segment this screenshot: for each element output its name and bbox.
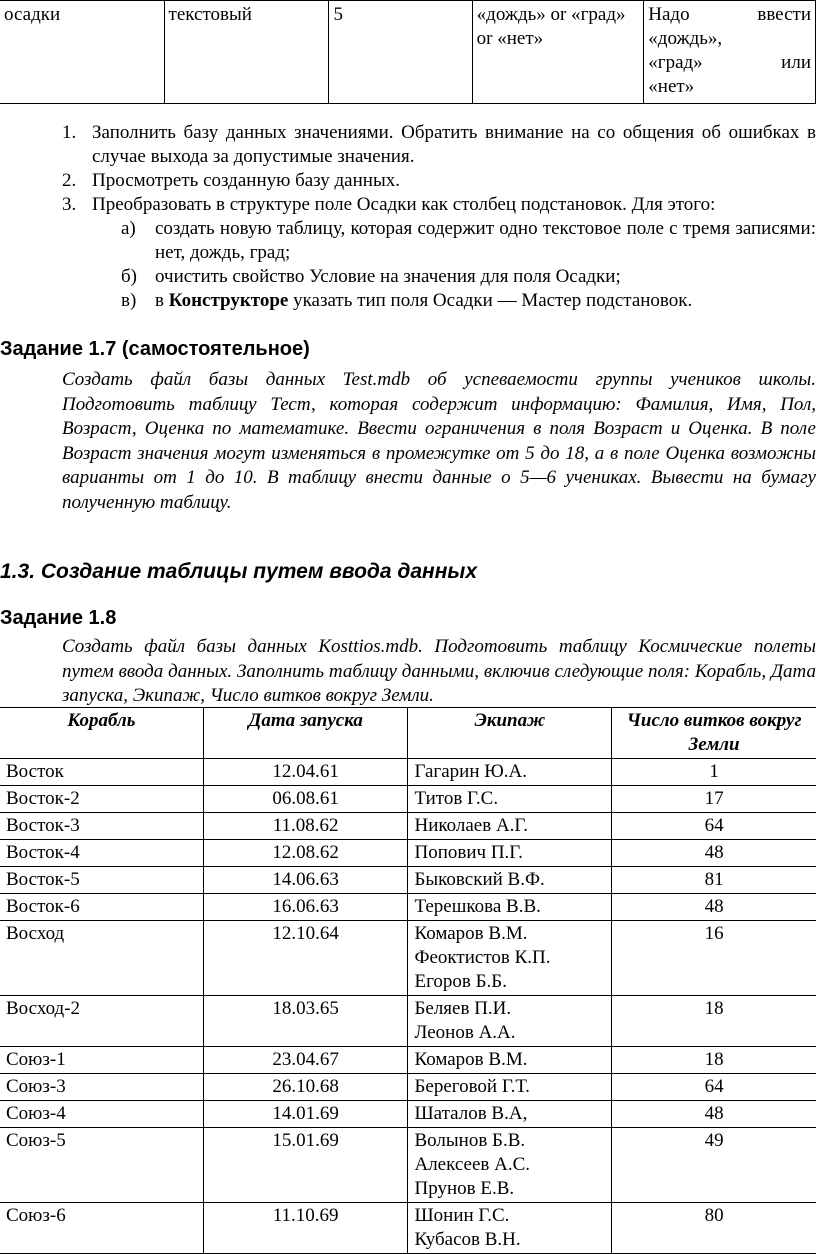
ship-cell: Восток-4 [0,840,203,867]
sub-list-item [0,265,816,289]
orbits-cell: 17 [612,786,816,813]
message-line: Надо ввести [648,4,811,25]
ship-cell: Восток-6 [0,894,203,921]
launch-date-cell: 26.10.68 [203,1074,408,1101]
crew-cell [408,759,612,786]
section-title: 1.3. Создание таблицы путем ввода данных [0,560,478,583]
sub-list-item [0,217,816,265]
launch-date-cell: 06.08.61 [203,786,408,813]
orbits-cell: 1 [612,759,816,786]
crew-member: Николаев А.Г. [414,815,529,836]
orbits-cell: 18 [612,996,816,1047]
crew-cell [408,867,612,894]
table-row [0,1128,816,1203]
table-row [0,1047,816,1074]
sub-label: а) [121,218,136,239]
field-size-cell: 5 [329,1,472,104]
launch-date-cell: 12.10.64 [203,921,408,996]
space-flights-table [0,707,816,1254]
crew-cell [408,840,612,867]
table-row [0,786,816,813]
task-18-title: Задание 1.8 [0,607,117,629]
message-line: «нет» [648,76,695,97]
orbits-cell: 18 [612,1047,816,1074]
field-properties-table [0,0,816,104]
launch-date-cell: 18.03.65 [203,996,408,1047]
crew-member: Кубасов В.Н. [414,1229,521,1250]
table-row [0,867,816,894]
crew-cell [408,1074,612,1101]
crew-member: Гагарин Ю.А. [414,761,527,782]
orbits-cell: 48 [612,840,816,867]
orbits-cell: 64 [612,813,816,840]
launch-date-cell: 12.08.62 [203,840,408,867]
sub-text-pre: в [155,290,169,311]
ship-cell: Союз-5 [0,1128,203,1203]
ship-cell: Восток-2 [0,786,203,813]
task-17-title: Задание 1.7 (самостоятельное) [0,338,310,360]
launch-date-cell: 12.04.61 [203,759,408,786]
crew-member: Беляев П.И. [414,998,512,1019]
launch-date-cell: 11.08.62 [203,813,408,840]
crew-member: Комаров В.М. [414,1049,528,1070]
header-crew: Экипаж [408,708,612,759]
orbits-cell: 64 [612,1074,816,1101]
list-item [0,121,816,169]
crew-member: Шонин Г.С. [414,1205,510,1226]
sub-list-item [0,289,816,313]
crew-cell [408,921,612,996]
list-text: Заполнить базу данных значениями. Обратить внимание на со общения об ошибках в случае выхода за допустимые значения. [92,122,816,167]
crew-member: Береговой Г.Т. [414,1076,530,1097]
launch-date-cell: 23.04.67 [203,1047,408,1074]
ship-cell: Восход-2 [0,996,203,1047]
crew-cell [408,1203,612,1254]
launch-date-cell: 14.01.69 [203,1101,408,1128]
crew-member: Попович П.Г. [414,842,523,863]
sub-text: создать новую таблицу, которая содержит одно текстовое поле с тремя записями: нет, дождь, град; [155,218,816,263]
crew-member: Комаров В.М. [414,923,528,944]
task-17-text: Создать файл базы данных Test.mdb об успеваемости группы учеников школы. Подготовить таблицу Тест, которая содержит информацию: Фамилия, Имя, Пол, Возраст, Оценка по математике. Ввести ограничения в поля Возраст и Оценка. В поле Возраст значения могут изменяться в промежутке от 5 до 18, а в поле Оценка возможны варианты от 1 до 10. В таблицу внести данные о 5—6 учениках. Вывести на бумагу полученную таблицу. [62,369,816,513]
sub-text-bold: Конструкторе [168,290,289,311]
ship-cell: Союз-1 [0,1047,203,1074]
field-condition-cell: «дождь» or «град» or «нет» [472,1,644,104]
message-line: «град» или [648,52,811,73]
launch-date-cell: 15.01.69 [203,1128,408,1203]
ship-cell: Союз-3 [0,1074,203,1101]
table-body [0,759,816,1254]
sub-label: в) [121,290,137,311]
table-row [0,1203,816,1254]
list-text: Просмотреть созданную базу данных. [92,170,400,191]
crew-cell [408,786,612,813]
message-line: «дождь», [648,28,723,49]
ship-cell: Союз-4 [0,1101,203,1128]
table-row [0,894,816,921]
header-ship: Корабль [0,708,203,759]
crew-cell [408,813,612,840]
orbits-cell: 49 [612,1128,816,1203]
crew-member: Шаталов В.А, [414,1103,528,1124]
crew-member: Прунов Е.В. [414,1178,515,1199]
table-row [0,1,816,104]
field-message-cell [644,1,816,104]
crew-cell [408,1128,612,1203]
launch-date-cell: 16.06.63 [203,894,408,921]
header-launch-date: Дата запуска [203,708,408,759]
sub-label: б) [121,266,137,287]
crew-cell [408,1101,612,1128]
list-number: 2. [62,170,77,191]
orbits-cell: 16 [612,921,816,996]
crew-member: Егоров Б.Б. [414,971,507,992]
list-number: 1. [62,122,77,143]
list-text: Преобразовать в структуре поле Осадки как столбец подстановок. Для этого: [92,194,716,215]
list-number: 3. [62,194,77,215]
field-name-cell: осадки [0,1,164,104]
sub-text: очистить свойство Условие на значения для поля Осадки; [155,266,621,287]
crew-member: Алексеев А.С. [414,1154,531,1175]
ship-cell: Союз-6 [0,1203,203,1254]
orbits-cell: 81 [612,867,816,894]
table-row [0,759,816,786]
table-row [0,921,816,996]
steps-list [0,121,816,313]
orbits-cell: 48 [612,1101,816,1128]
launch-date-cell: 11.10.69 [203,1203,408,1254]
table-row [0,813,816,840]
field-type-cell: текстовый [164,1,329,104]
ship-cell: Восток [0,759,203,786]
crew-cell [408,1047,612,1074]
table-row [0,1074,816,1101]
table-row [0,840,816,867]
ship-cell: Восход [0,921,203,996]
crew-cell [408,894,612,921]
crew-member: Волынов Б.В. [414,1130,526,1151]
sub-text-post: указать тип поля Осадки — Мастер подстановок. [288,290,693,311]
crew-member: Терешкова В.В. [414,896,541,917]
crew-member: Леонов А.А. [414,1022,516,1043]
orbits-cell: 80 [612,1203,816,1254]
crew-member: Феоктистов К.П. [414,947,551,968]
table-row [0,996,816,1047]
ship-cell: Восток-3 [0,813,203,840]
task-18-text: Создать файл базы данных Kosttios.mdb. Подготовить таблицу Космические полеты путем ввода данных. Заполнить таблицу данными, включив следующие поля: Корабль, Дата запуска, Экипаж, Число витков вокруг Земли. [62,636,816,706]
crew-member: Быковский В.Ф. [414,869,545,890]
list-item [0,169,816,193]
ship-cell: Восток-5 [0,867,203,894]
launch-date-cell: 14.06.63 [203,867,408,894]
table-header-row [0,708,816,759]
orbits-cell: 48 [612,894,816,921]
list-item [0,193,816,217]
crew-member: Титов Г.С. [414,788,499,809]
crew-cell [408,996,612,1047]
header-orbits: Число витков вокруг Земли [612,708,816,759]
table-row [0,1101,816,1128]
